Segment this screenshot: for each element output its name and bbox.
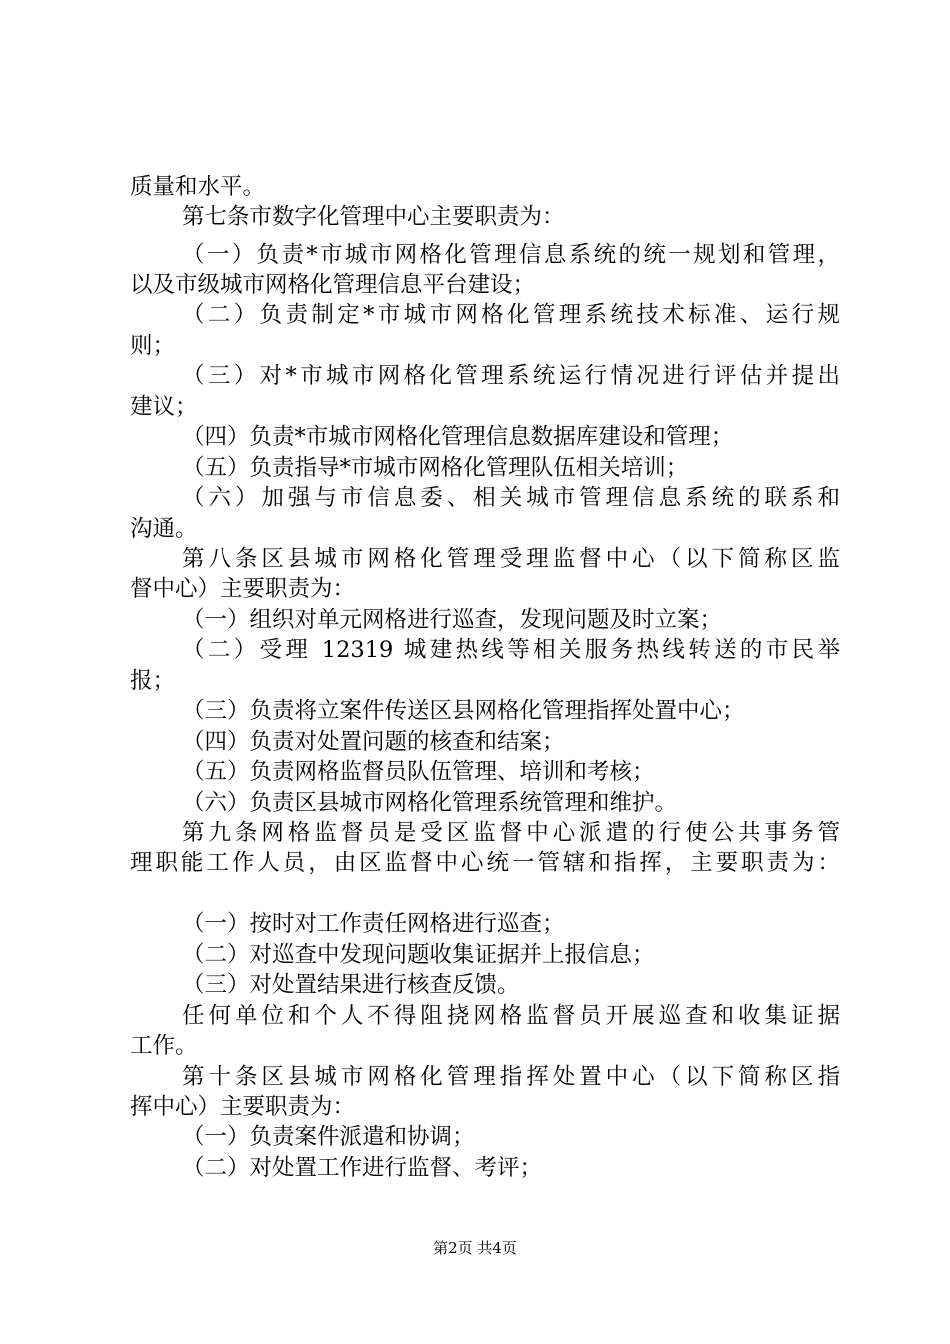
text-line: （二）受理 12319 城建热线等相关服务热线转送的市民举	[182, 637, 840, 663]
text-line: 第八条区县城市网格化管理受理监督中心（以下简称区监	[182, 546, 840, 572]
text-line: （六）负责区县城市网格化管理系统管理和维护。	[182, 790, 678, 816]
text-line: （二）对巡查中发现问题收集证据并上报信息；	[182, 942, 655, 968]
text-line: （五）负责网格监督员队伍管理、培训和考核；	[182, 759, 655, 785]
text-line: 报；	[130, 668, 176, 694]
text-line: （二）对处置工作进行监督、考评；	[182, 1155, 543, 1181]
text-line: （一）按时对工作责任网格进行巡查；	[182, 911, 565, 937]
text-line: 质量和水平。	[130, 174, 266, 200]
text-line: （四）负责*市城市网格化管理信息数据库建设和管理；	[182, 424, 734, 450]
text-line: 以及市级城市网格化管理信息平台建设；	[130, 272, 536, 298]
text-line: 第七条市数字化管理中心主要职责为：	[182, 204, 565, 230]
text-line: （一）负责*市城市网格化管理信息系统的统一规划和管理，	[182, 242, 840, 268]
page-footer: 第2页 共4页	[433, 1239, 517, 1257]
text-line: 则；	[130, 333, 176, 359]
text-line: 任何单位和个人不得阻挠网格监督员开展巡查和收集证据	[182, 1003, 840, 1029]
text-line: （三）对处置结果进行核查反馈。	[182, 972, 520, 998]
text-line: （一）负责案件派遣和协调；	[182, 1124, 475, 1150]
text-line: （三）对*市城市网格化管理系统运行情况进行评估并提出	[182, 363, 840, 389]
text-line: 工作。	[130, 1033, 198, 1059]
text-line: 第九条网格监督员是受区监督中心派遣的行使公共事务管	[182, 820, 840, 846]
text-line: （五）负责指导*市城市网格化管理队伍相关培训；	[182, 455, 689, 481]
text-line: 沟通。	[130, 516, 198, 542]
text-line: （六）加强与市信息委、相关城市管理信息系统的联系和	[182, 485, 840, 511]
text-line: （二）负责制定*市城市网格化管理系统技术标准、运行规	[182, 302, 840, 328]
text-line: 督中心）主要职责为：	[130, 576, 356, 602]
text-line: （四）负责对处置问题的核查和结案；	[182, 729, 565, 755]
text-line: （三）负责将立案件传送区县网格化管理指挥处置中心；	[182, 698, 745, 724]
text-line: （一）组织对单元网格进行巡查，发现问题及时立案；	[182, 607, 723, 633]
text-line: 理职能工作人员，由区监督中心统一管辖和指挥，主要职责为：	[130, 850, 840, 876]
text-line: 建议；	[130, 394, 198, 420]
text-line: 第十条区县城市网格化管理指挥处置中心（以下简称区指	[182, 1064, 840, 1090]
text-line: 挥中心）主要职责为：	[130, 1094, 356, 1120]
